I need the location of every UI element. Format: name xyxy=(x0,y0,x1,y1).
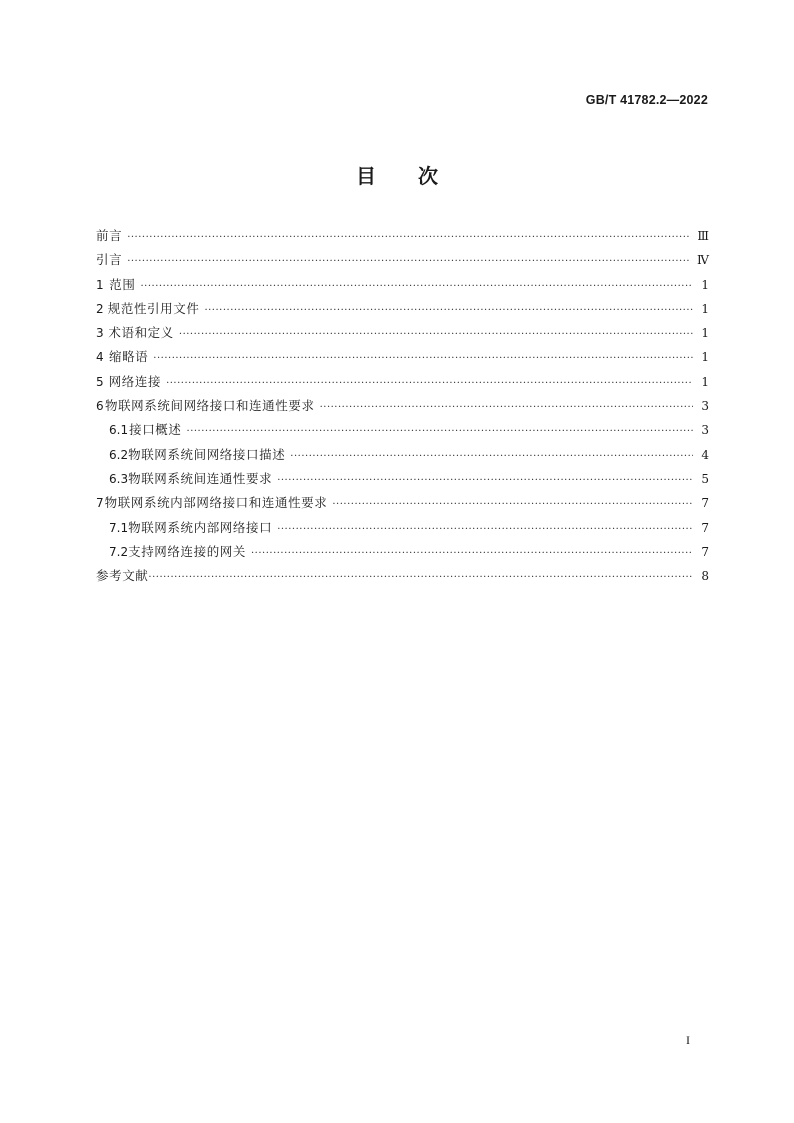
toc-entry-page: 1 xyxy=(701,326,709,341)
toc-leader-dots xyxy=(179,329,693,340)
toc-entry-title: 物联网系统间连通性要求 xyxy=(128,470,273,486)
toc-entry-title: 范围 xyxy=(109,276,136,292)
table-of-contents xyxy=(96,226,709,590)
toc-entry-3[interactable] xyxy=(96,323,709,347)
toc-entry-title: 物联网系统内部网络接口 xyxy=(128,519,273,535)
toc-leader-dots xyxy=(290,451,693,462)
toc-entry-title: 支持网络连接的网关 xyxy=(128,543,246,559)
toc-entry-5[interactable] xyxy=(96,372,709,396)
toc-leader-dots xyxy=(332,499,693,510)
toc-entry-title: 物联网系统间网络接口描述 xyxy=(128,446,286,462)
toc-leader-dots xyxy=(187,426,693,437)
toc-entry-page: 3 xyxy=(701,423,709,438)
toc-entry-page: Ⅳ xyxy=(697,253,709,268)
standard-code: GB/T 41782.2—2022 xyxy=(585,93,708,107)
toc-leader-dots xyxy=(127,256,691,267)
toc-entry-number: 2 xyxy=(96,301,104,316)
toc-entry-6[interactable] xyxy=(96,396,709,420)
toc-leader-dots xyxy=(277,524,693,535)
toc-entry-title: 接口概述 xyxy=(129,422,182,438)
toc-entry-7[interactable] xyxy=(96,493,709,517)
toc-entry-page: 1 xyxy=(701,350,709,365)
toc-entry-title: 网络连接 xyxy=(108,373,162,389)
toc-leader-dots xyxy=(127,232,691,243)
toc-entry-title: 物联网系统内部网络接口和连通性要求 xyxy=(104,495,328,511)
toc-entry-number: 6.1 xyxy=(109,423,129,438)
toc-entry-number: 4 xyxy=(96,350,104,365)
toc-entry-title: 参考文献 xyxy=(96,568,149,584)
toc-leader-dots xyxy=(148,572,693,583)
toc-entry-number: 6 xyxy=(96,399,104,414)
toc-entry-page: 1 xyxy=(701,374,709,389)
toc-entry-6-3[interactable] xyxy=(96,469,709,493)
toc-entry-number: 5 xyxy=(96,374,104,389)
toc-leader-dots xyxy=(153,353,693,364)
page-title-char-2: 次 xyxy=(418,164,438,188)
toc-leader-dots xyxy=(166,378,693,389)
toc-entry-page: 4 xyxy=(701,447,709,462)
toc-entry-number: 6.2 xyxy=(109,447,129,462)
toc-entry-page: 7 xyxy=(701,520,709,535)
toc-entry-page: 5 xyxy=(701,471,709,486)
page-number: I xyxy=(686,1033,690,1047)
toc-entry-number: 1 xyxy=(96,277,104,292)
toc-entry-number: 7.2 xyxy=(109,544,129,559)
toc-leader-dots xyxy=(251,548,693,559)
toc-entry-introduction[interactable] xyxy=(96,250,709,274)
toc-entry-7-2[interactable] xyxy=(96,542,709,566)
toc-entry-title: 术语和定义 xyxy=(108,325,174,341)
toc-entry-7-1[interactable] xyxy=(96,518,709,542)
toc-entry-page: 3 xyxy=(701,399,709,414)
toc-leader-dots xyxy=(204,305,693,316)
toc-entry-6-1[interactable] xyxy=(96,420,709,444)
toc-entry-title: 引言 xyxy=(96,252,123,268)
toc-entry-6-2[interactable] xyxy=(96,445,709,469)
toc-leader-dots xyxy=(141,281,694,292)
toc-entry-page: 8 xyxy=(701,569,709,584)
toc-entry-number: 6.3 xyxy=(109,471,129,486)
page-title-char-1: 目 xyxy=(356,164,376,188)
toc-entry-number: 7.1 xyxy=(109,520,129,535)
toc-leader-dots xyxy=(277,475,693,486)
page-title xyxy=(0,160,794,189)
toc-entry-page: 1 xyxy=(701,301,709,316)
toc-entry-title: 物联网系统间网络接口和连通性要求 xyxy=(104,398,315,414)
toc-entry-page: 1 xyxy=(701,277,709,292)
toc-entry-page: 7 xyxy=(701,496,709,511)
toc-entry-title: 规范性引用文件 xyxy=(107,300,200,316)
toc-entry-page: Ⅲ xyxy=(697,229,709,243)
toc-leader-dots xyxy=(320,402,693,413)
toc-entry-2[interactable] xyxy=(96,299,709,323)
toc-entry-title: 缩略语 xyxy=(108,349,149,365)
toc-entry-page: 7 xyxy=(701,544,709,559)
toc-entry-number: 3 xyxy=(96,326,104,341)
toc-entry-title: 前言 xyxy=(96,228,123,243)
toc-entry-1[interactable] xyxy=(96,275,709,299)
toc-entry-bibliography[interactable] xyxy=(96,566,709,590)
toc-entry-4[interactable] xyxy=(96,347,709,371)
toc-entry-foreword[interactable] xyxy=(96,226,709,250)
toc-entry-number: 7 xyxy=(96,496,104,511)
